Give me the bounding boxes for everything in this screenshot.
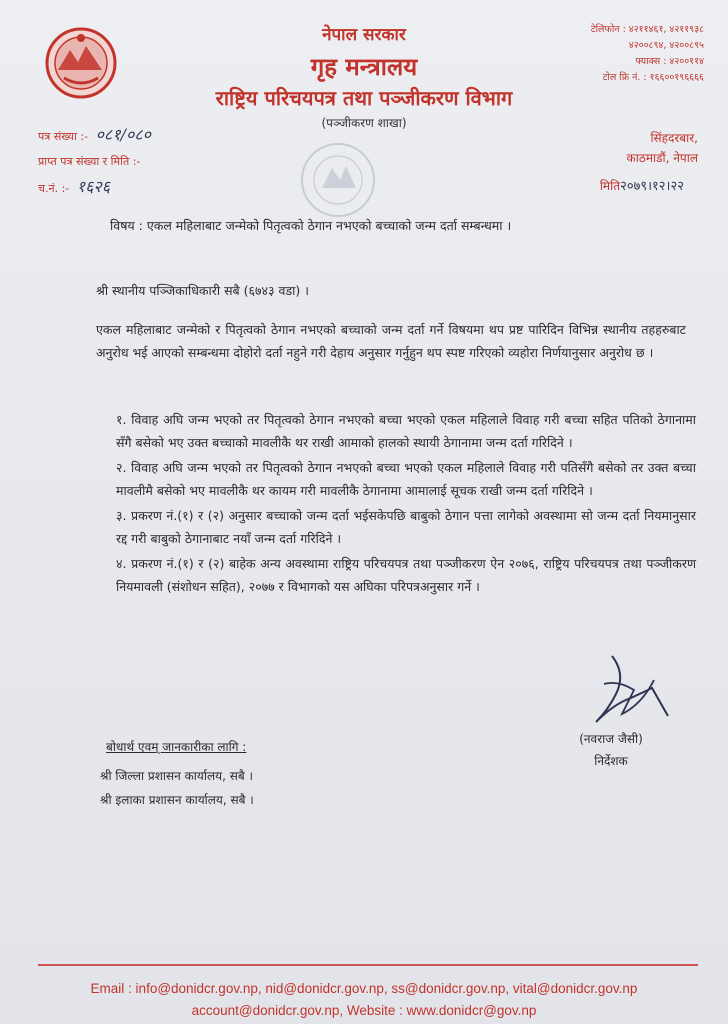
- address-line-1: सिंहदरबार,: [650, 131, 698, 145]
- list-item: १. विवाह अघि जन्म भएको तर पितृत्वको ठेगान नभएको बच्चा भएको एकल महिलाले विवाह गरी बच्चा सहित पतिको ठेगानामा सँगै बसेको भए उक्त बच्चाको मावलीकै थर राखी आमाको हालको स्थायी ठेगानामा जन्म दर्ता गरिदिने ।: [116, 412, 696, 450]
- list-item: ३. प्रकरण नं.(१) र (२) अनुसार बच्चाको जन्म दर्ता भईसकेपछि बाबुको ठेगान पत्ता लागेको अवस्थामा सो जन्म दर्ता नियमानुसार रद्द गरी बाबुको ठेगानाबाट नयाँ जन्म दर्ता गरिदिने ।: [116, 508, 696, 546]
- cc-list: [100, 764, 254, 812]
- addressee: श्री स्थानीय पञ्जिकाधिकारी सबै (६७४३ वडा) ।: [96, 283, 309, 298]
- subject-line: विषय : एकल महिलाबाट जन्मेको पितृत्वको ठेगान नभएको बच्चाको जन्म दर्ता सम्बन्धमा ।: [110, 218, 512, 233]
- letter-number: [38, 122, 151, 149]
- government-name: नेपाल सरकार: [322, 25, 406, 45]
- handwritten-signature: [582, 644, 672, 736]
- list-item: ४. प्रकरण नं.(१) र (२) बाहेक अन्य अवस्थामा राष्ट्रिय परिचयपत्र तथा पञ्जीकरण ऐन २०७६, राष्ट्रिय परिचयपत्र तथा पञ्जीकरण नियमावली (संशोधन सहित), २०७७ र विभागको यस अघिका परिपत्रअनुसार गर्ने ।: [116, 556, 696, 594]
- contact-block: [554, 22, 704, 86]
- list-item: श्री इलाका प्रशासन कार्यालय, सबै ।: [100, 793, 254, 807]
- list-item: श्री जिल्ला प्रशासन कार्यालय, सबै ।: [100, 769, 254, 783]
- instruction-list: [116, 408, 696, 600]
- footer-emails: Email : info@donidcr.gov.np, nid@donidcr.gov.np, ss@donidcr.gov.np, vital@donidcr.gov.np: [90, 981, 638, 996]
- contact-tollfree: टोल फ्रि नं. : १६६००१९६६६६: [602, 72, 704, 83]
- contact-fax: फ्याक्स : ४२००११४: [635, 56, 704, 67]
- section-name: (पञ्जीकरण शाखा): [321, 116, 407, 130]
- signer-block: [566, 728, 656, 772]
- dispatch-label: च.नं. :-: [38, 182, 70, 195]
- letter-date: [600, 176, 684, 194]
- body-paragraph: एकल महिलाबाट जन्मेको र पितृत्वको ठेगान नभएको बच्चाको जन्म दर्ता गर्ने विषयमा थप प्रष्ट पारिदिन विभिन्न स्थानीय तहहरुबाट अनुरोध भई आएको सम्बन्धमा दोहोरो दर्ता नहुने गरी देहाय अनुसार गर्नुहुन थप स्पष्ट गरिएको व्यहोरा निर्णयानुसार अनुरोध छ ।: [96, 322, 686, 360]
- received-label: प्राप्त पत्र संख्या र मिति :-: [38, 155, 141, 168]
- cc-heading: बोधार्थ एवम् जानकारीका लागि :: [106, 740, 247, 754]
- footer-website: account@donidcr.gov.np, Website : www.donidcr@gov.np: [191, 1003, 537, 1018]
- list-item: २. विवाह अघि जन्म भएको तर पितृत्वको ठेगान नभएको बच्चा भएको एकल महिलाले विवाह गरी पतिसँगै बसेको तर उक्त बच्चा मावलीमै बसेको भए मावलीकै थर कायम गरी मावलीकै ठेगानामा आमालाई सूचक राखी जन्म दर्ता गरिदिने ।: [116, 460, 696, 498]
- signer-title: निर्देशक: [594, 754, 628, 768]
- dispatch-number: [38, 174, 151, 201]
- footer-divider: [38, 964, 698, 966]
- department-name: राष्ट्रिय परिचयपत्र तथा पञ्जीकरण विभाग: [215, 86, 513, 110]
- office-address: [627, 128, 698, 168]
- received-letter-info: [38, 149, 151, 174]
- letter-number-label: पत्र संख्या :-: [38, 130, 89, 143]
- dispatch-value: १६२६: [76, 177, 111, 196]
- date-label: मिति: [599, 179, 621, 193]
- contact-phone: टेलिफोन : ४२११४६१, ४२११९३८: [590, 24, 704, 35]
- ministry-name: गृह मन्त्रालय: [310, 53, 418, 81]
- faded-seal-icon: [296, 138, 380, 222]
- reference-block: [38, 122, 151, 201]
- address-line-2: काठमाडौं, नेपाल: [626, 151, 698, 165]
- footer-contact: [0, 978, 728, 1022]
- signer-name: (नवराज जैसी): [579, 732, 643, 746]
- letter-number-value: ०८१/०८०: [95, 125, 151, 144]
- date-value: २०७९।१२।२२: [620, 179, 684, 194]
- contact-phone-2: ४२००८९४, ४२००८९५: [628, 40, 704, 51]
